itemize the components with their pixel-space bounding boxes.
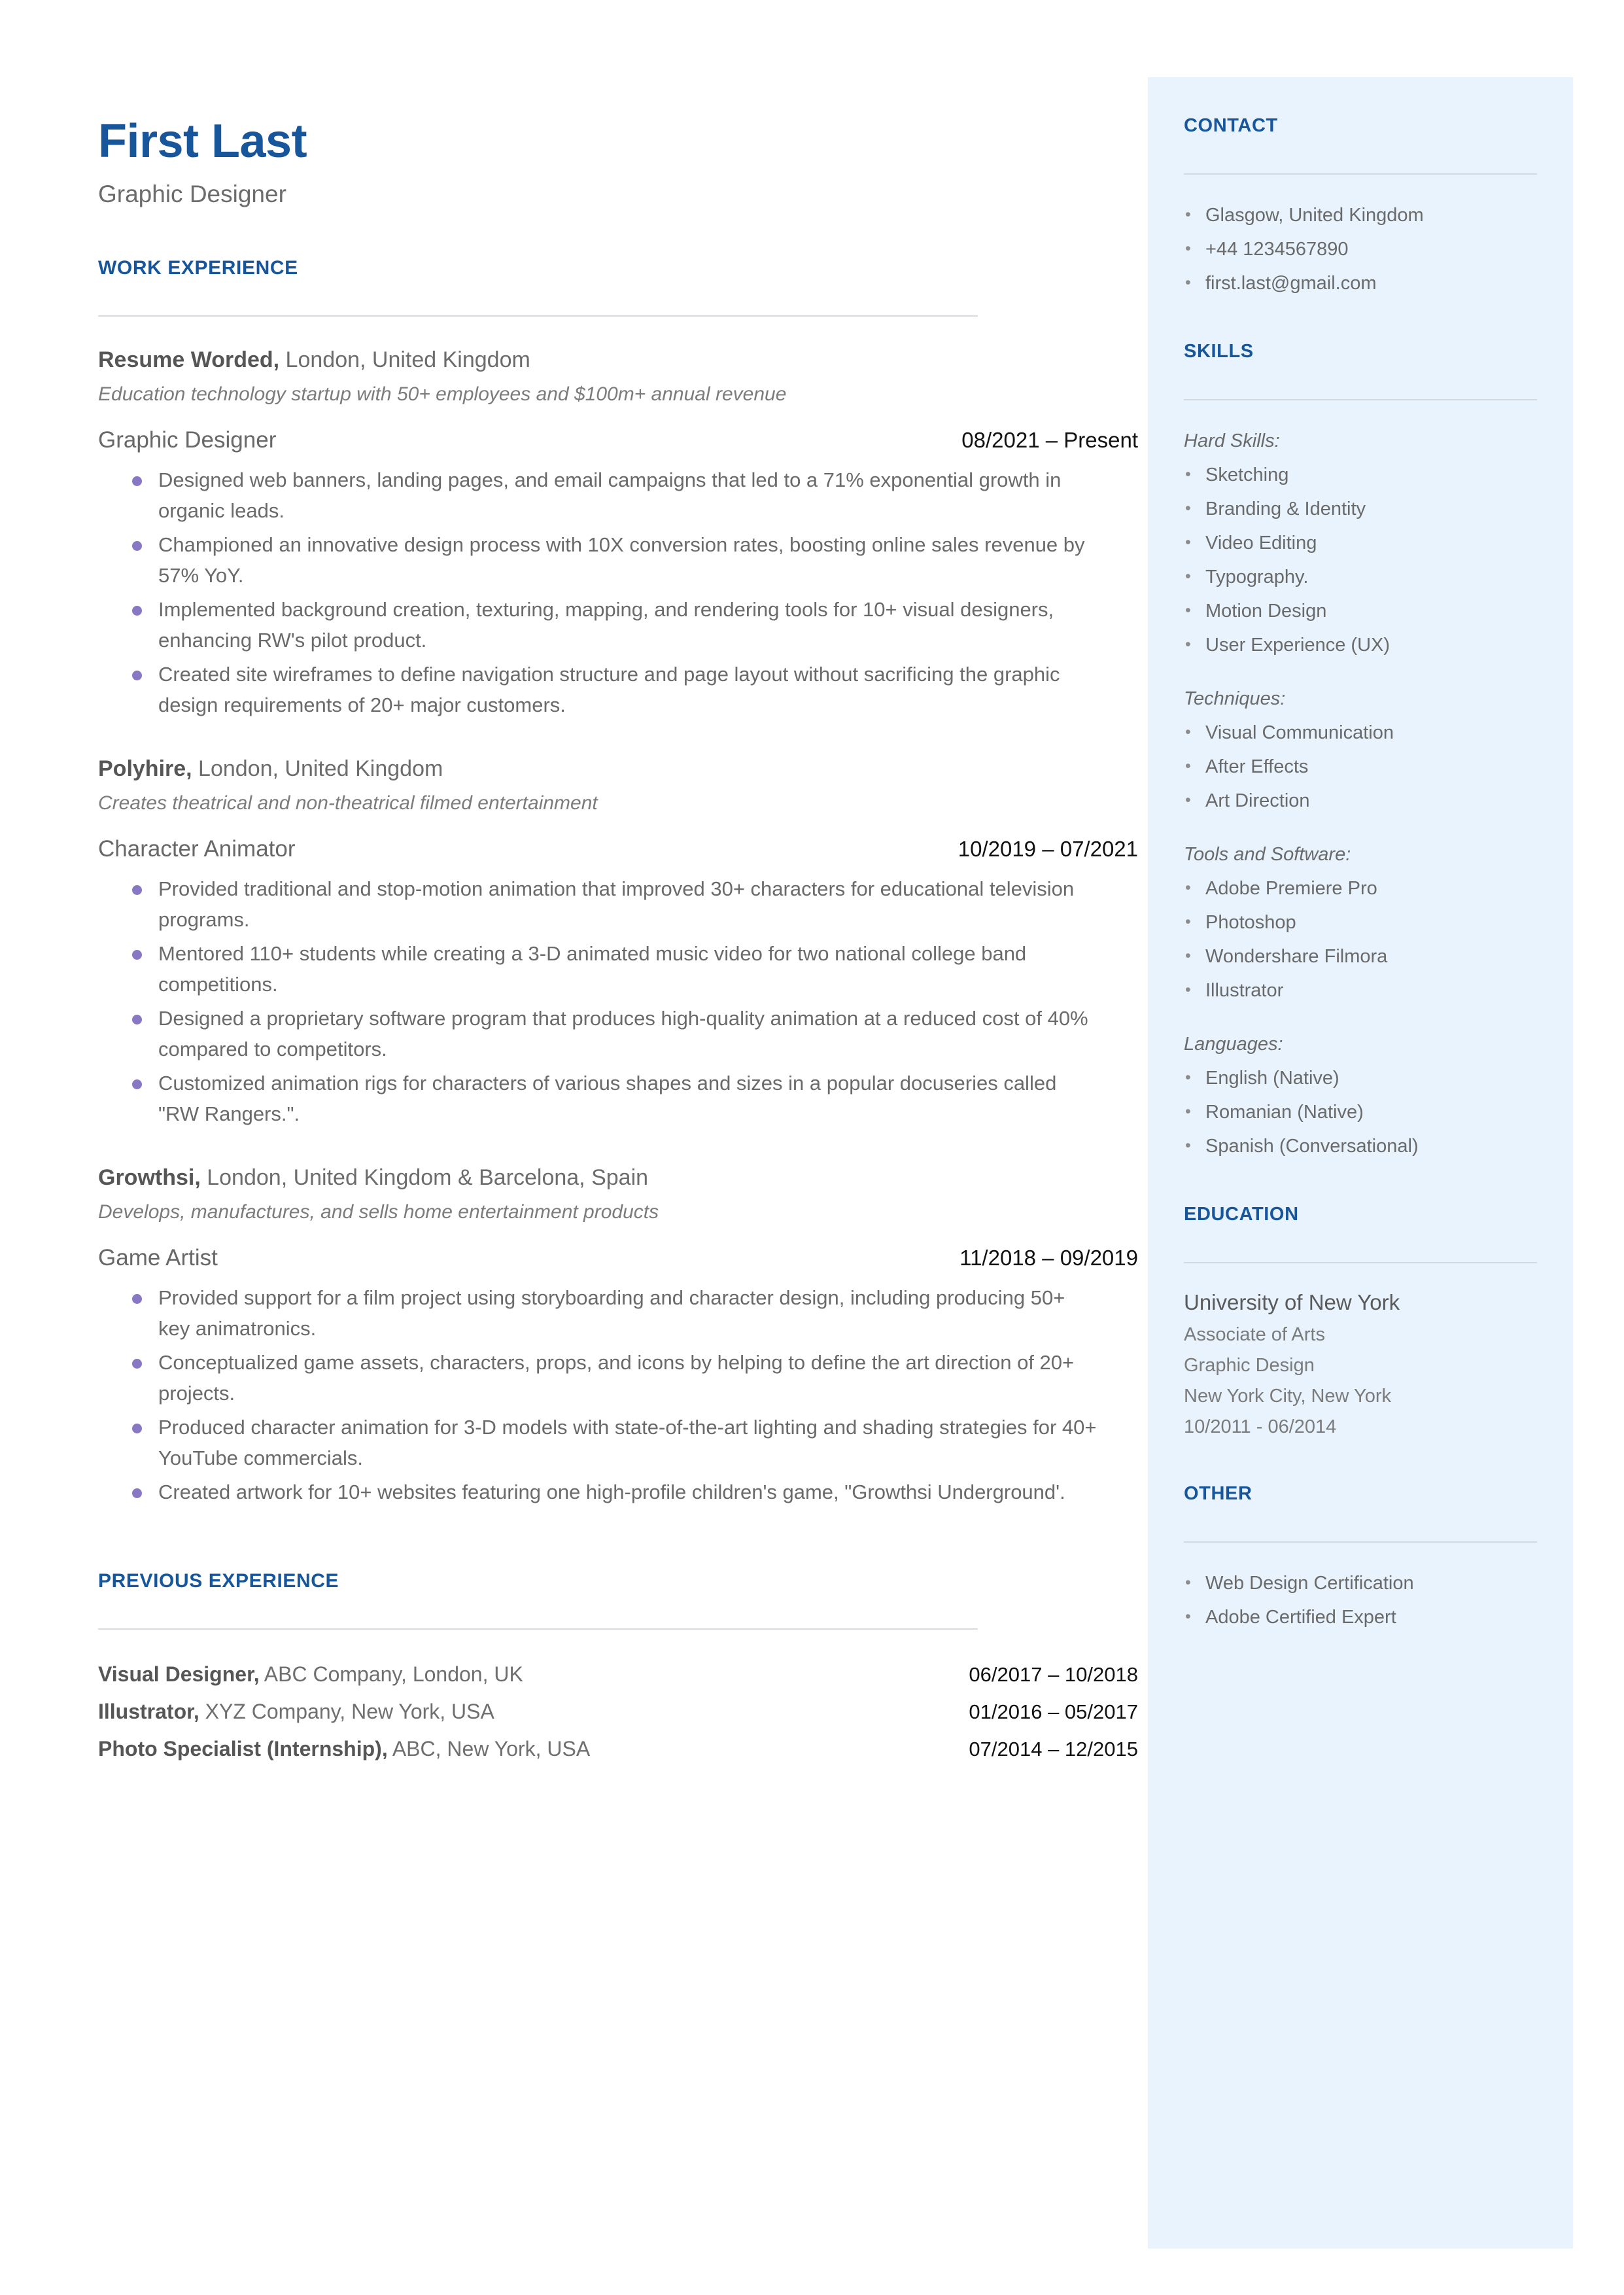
list-item: • Visual Communication xyxy=(1184,716,1537,750)
main-column xyxy=(98,0,1138,1768)
education-degree: Associate of Arts xyxy=(1184,1324,1325,1345)
tools-list xyxy=(1184,871,1537,1007)
job-company-location: London, United Kingdom & Barcelona, Spain xyxy=(200,1165,649,1190)
skills-group-label-hard-skills: Hard Skills: xyxy=(1184,430,1280,451)
job-title: Game Artist xyxy=(98,1245,218,1270)
job-company-line xyxy=(98,752,1138,786)
job-title-row xyxy=(98,834,1138,864)
previous-experience-row xyxy=(98,1730,1138,1768)
languages-list xyxy=(1184,1061,1537,1163)
contact-location: • Glasgow, United Kingdom xyxy=(1184,198,1537,232)
previous-experience-text xyxy=(98,1730,590,1767)
job-company-description: Develops, manufactures, and sells home entertainment products xyxy=(98,1201,659,1223)
section-divider-education xyxy=(1184,1262,1537,1263)
list-item: • Motion Design xyxy=(1184,594,1537,628)
job-dates: 08/2021 – Present xyxy=(961,428,1138,452)
previous-experience-row xyxy=(98,1656,1138,1693)
job-bullet: Designed web banners, landing pages, and email campaigns that led to a 71% exponential growth in organic leads. xyxy=(98,464,1100,526)
previous-experience-text xyxy=(98,1693,494,1730)
education-location: New York City, New York xyxy=(1184,1386,1391,1407)
previous-experience-row xyxy=(98,1693,1138,1730)
section-heading-previous-experience: PREVIOUS EXPERIENCE xyxy=(98,1570,339,1592)
list-item: • Adobe Premiere Pro xyxy=(1184,871,1537,905)
section-divider-work xyxy=(98,315,978,317)
list-item: • Typography. xyxy=(1184,560,1537,594)
previous-experience-detail: ABC, New York, USA xyxy=(387,1737,591,1761)
job-bullet: Customized animation rigs for characters of various shapes and sizes in a popular docuseries called "RW Rangers.". xyxy=(98,1068,1100,1129)
list-item: • Wondershare Filmora xyxy=(1184,939,1537,973)
job-company-location: London, United Kingdom xyxy=(192,756,443,781)
job-company-line xyxy=(98,343,1138,377)
previous-experience-detail: XYZ Company, New York, USA xyxy=(199,1700,494,1723)
section-heading-education: EDUCATION xyxy=(1184,1204,1299,1225)
job-bullet: Provided traditional and stop-motion animation that improved 30+ characters for educational television programs. xyxy=(98,873,1100,935)
list-item: • Spanish (Conversational) xyxy=(1184,1129,1537,1163)
job-entry xyxy=(98,343,1138,720)
job-bullet: Created artwork for 10+ websites featuring one high-profile children's game, "Growthsi Underground'. xyxy=(98,1477,1100,1507)
job-company-location: London, United Kingdom xyxy=(279,347,530,372)
previous-experience-title: Photo Specialist (Internship), xyxy=(98,1737,388,1761)
job-company-name: Polyhire, xyxy=(98,756,192,781)
job-company-line xyxy=(98,1161,1138,1195)
previous-experience-dates: 07/2014 – 12/2015 xyxy=(969,1738,1138,1761)
section-heading-contact: CONTACT xyxy=(1184,115,1278,136)
section-divider-other xyxy=(1184,1541,1537,1543)
job-bullet: Designed a proprietary software program that produces high-quality animation at a reduced cost of 40% compared to competitors. xyxy=(98,1003,1100,1064)
job-bullet: Mentored 110+ students while creating a 3-D animated music video for two national college band competitions. xyxy=(98,938,1100,1000)
previous-experience-title: Visual Designer, xyxy=(98,1662,260,1686)
job-title: Character Animator xyxy=(98,836,296,862)
techniques-list xyxy=(1184,716,1537,818)
list-item: • Web Design Certification xyxy=(1184,1566,1537,1600)
section-divider-contact xyxy=(1184,173,1537,175)
job-bullet-list xyxy=(98,464,1138,720)
contact-phone: • +44 1234567890 xyxy=(1184,232,1537,266)
job-title-row xyxy=(98,1243,1138,1273)
job-bullet-list xyxy=(98,1282,1138,1507)
hard-skills-list xyxy=(1184,458,1537,662)
job-bullet: Produced character animation for 3-D models with state-of-the-art lighting and shading strategies for 40+ YouTube commercials. xyxy=(98,1412,1100,1473)
skills-group-label-techniques: Techniques: xyxy=(1184,688,1286,709)
job-company-description: Creates theatrical and non-theatrical filmed entertainment xyxy=(98,792,598,814)
previous-experience-text xyxy=(98,1656,523,1692)
section-divider-previous xyxy=(98,1628,978,1630)
list-item: • Illustrator xyxy=(1184,973,1537,1007)
list-item: • Art Direction xyxy=(1184,784,1537,818)
section-heading-skills: SKILLS xyxy=(1184,341,1254,362)
contact-list xyxy=(1184,198,1537,300)
skills-group-label-tools: Tools and Software: xyxy=(1184,844,1351,865)
list-item: • After Effects xyxy=(1184,750,1537,784)
job-title: Graphic Designer xyxy=(98,427,277,453)
job-company-description: Education technology startup with 50+ employees and $100m+ annual revenue xyxy=(98,383,787,405)
list-item: • Video Editing xyxy=(1184,526,1537,560)
job-bullet: Created site wireframes to define navigation structure and page layout without sacrificing the graphic design requirements of 20+ major customers. xyxy=(98,659,1100,720)
previous-experience-detail: ABC Company, London, UK xyxy=(259,1662,523,1686)
education-school: University of New York xyxy=(1184,1290,1400,1314)
list-item: • Adobe Certified Expert xyxy=(1184,1600,1537,1634)
sidebar xyxy=(1148,77,1573,2249)
education-field: Graphic Design xyxy=(1184,1355,1315,1376)
job-company-name: Growthsi, xyxy=(98,1165,201,1190)
job-bullet: Championed an innovative design process with 10X conversion rates, boosting online sales revenue by 57% YoY. xyxy=(98,529,1100,591)
list-item: • Photoshop xyxy=(1184,905,1537,939)
other-list xyxy=(1184,1566,1537,1634)
job-title-row xyxy=(98,425,1138,455)
previous-experience-list xyxy=(98,1656,1138,1768)
job-dates: 10/2019 – 07/2021 xyxy=(958,837,1138,861)
job-bullet: Provided support for a film project using storyboarding and character design, including producing 50+ key animatronics. xyxy=(98,1282,1100,1344)
list-item: • Sketching xyxy=(1184,458,1537,492)
job-entry xyxy=(98,752,1138,1129)
job-company-name: Resume Worded, xyxy=(98,347,280,372)
previous-experience-dates: 06/2017 – 10/2018 xyxy=(969,1663,1138,1686)
education-entry xyxy=(1184,1287,1537,1443)
list-item: • User Experience (UX) xyxy=(1184,628,1537,662)
list-item: • Branding & Identity xyxy=(1184,492,1537,526)
section-heading-other: OTHER xyxy=(1184,1483,1253,1504)
job-bullet: Conceptualized game assets, characters, props, and icons by helping to define the art direction of 20+ projects. xyxy=(98,1347,1100,1409)
list-item: • English (Native) xyxy=(1184,1061,1537,1095)
job-bullet: Implemented background creation, texturing, mapping, and rendering tools for 10+ visual designers, enhancing RW's pilot product. xyxy=(98,594,1100,656)
job-dates: 11/2018 – 09/2019 xyxy=(959,1246,1138,1270)
education-dates: 10/2011 - 06/2014 xyxy=(1184,1416,1337,1437)
contact-email: • first.last@gmail.com xyxy=(1184,266,1537,300)
section-divider-skills xyxy=(1184,399,1537,400)
page-title: First Last xyxy=(98,115,307,167)
list-item: • Romanian (Native) xyxy=(1184,1095,1537,1129)
skills-group-label-languages: Languages: xyxy=(1184,1034,1283,1055)
job-bullet-list xyxy=(98,873,1138,1129)
previous-experience-dates: 01/2016 – 05/2017 xyxy=(969,1700,1138,1723)
header-role: Graphic Designer xyxy=(98,181,286,207)
previous-experience-title: Illustrator, xyxy=(98,1700,199,1723)
section-heading-work-experience: WORK EXPERIENCE xyxy=(98,257,298,279)
job-entry xyxy=(98,1161,1138,1507)
